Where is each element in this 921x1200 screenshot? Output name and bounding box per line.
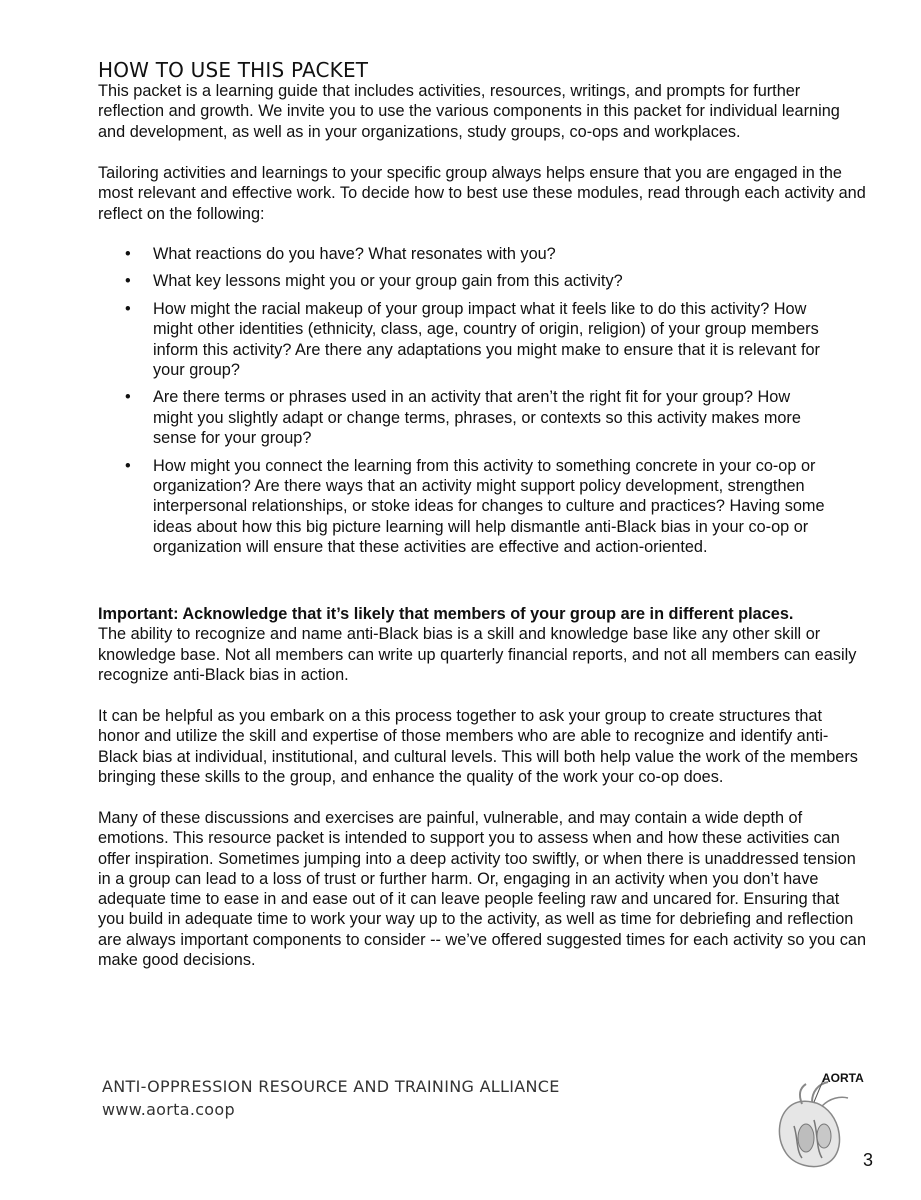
- footer-org-name: ANTI-OPPRESSION RESOURCE AND TRAINING ALLIANCE: [102, 1077, 560, 1096]
- tailoring-paragraph: Tailoring activities and learnings to your specific group always helps ensure that you are engaged in the most relevant and effective work. To decide how to best use these modules, read through each activity and reflect on the following:: [98, 164, 866, 223]
- list-item-text: Are there terms or phrases used in an activity that aren’t the right fit for your group? How might you slightly adapt or change terms, phrases, or contexts so this activity makes more sense for your group?: [153, 388, 801, 448]
- list-item-text: What key lessons might you or your group gain from this activity?: [153, 272, 623, 291]
- section-heading: HOW TO USE THIS PACKET: [98, 58, 369, 82]
- intro-paragraph: This packet is a learning guide that includes activities, resources, writings, and prompts for further reflection and growth. We invite you to use the various components in this packet for individual learning and development, as well as in your organizations, study groups, co-ops and workplaces.: [98, 82, 840, 141]
- footer-url: www.aorta.coop: [102, 1100, 235, 1119]
- list-item: [98, 244, 828, 264]
- bullet-icon: •: [125, 245, 131, 263]
- list-item-text: What reactions do you have? What resonates with you?: [153, 245, 556, 263]
- important-body: The ability to recognize and name anti-Black bias is a skill and knowledge base like any other skill or knowledge base. Not all members can write up quarterly financial reports, and not all members can easily recognize anti-Black bias in action.: [98, 625, 857, 684]
- page-number: 3: [863, 1150, 874, 1170]
- reflection-questions-list: [98, 244, 828, 565]
- bullet-icon: •: [125, 299, 131, 318]
- list-item-text: How might you connect the learning from this activity to something concrete in your co-op or organization? Are there ways that an activity might support policy development, strengthen interpersonal relationships, or stoke ideas for changes to culture and practices? Having some ideas about how this big picture learning will help dismantle anti-Black bias in your co-op or organization will ensure that these activities are effective and action-oriented.: [153, 456, 825, 557]
- list-item: [98, 456, 828, 558]
- important-lead: Important: Acknowledge that it’s likely that members of your group are in different places.: [98, 605, 794, 623]
- list-item: [98, 271, 828, 291]
- bullet-icon: •: [125, 456, 131, 475]
- list-item: [98, 387, 828, 448]
- bullet-icon: •: [125, 272, 131, 291]
- logo-label: AORTA: [822, 1071, 864, 1085]
- structures-paragraph: It can be helpful as you embark on a this process together to ask your group to create structures that honor and utilize the skill and expertise of those members who are able to recognize and identify anti-Black bias at individual, institutional, and cultural levels. This will both help value the work of the members bringing these skills to the group, and enhance the quality of the work your co-op does.: [98, 707, 858, 786]
- important-paragraph: [98, 604, 868, 685]
- list-item: [98, 299, 828, 381]
- discussions-paragraph: Many of these discussions and exercises are painful, vulnerable, and may contain a wide depth of emotions. This resource packet is intended to support you to assess when and how these activities can offer inspiration. Sometimes jumping into a deep activity too swiftly, or when there is unaddressed tension in a group can lead to a loss of trust or further harm. Or, engaging in an activity when you don’t have adequate time to ease in and ease out of it can leave people feeling raw and uncared for. Ensuring that you build in adequate time to work your way up to the activity, as well as time for debriefing and reflection are always important components to consider -- we’ve offered suggested times for each activity so you can make good decisions.: [98, 809, 867, 970]
- list-item-text: How might the racial makeup of your group impact what it feels like to do this activity? How might other identities (ethnicity, class, age, country of origin, religion) of your group members inform this activity? Are there any adaptations you might make to ensure that it is relevant for your group?: [153, 299, 820, 380]
- bullet-icon: •: [125, 388, 131, 407]
